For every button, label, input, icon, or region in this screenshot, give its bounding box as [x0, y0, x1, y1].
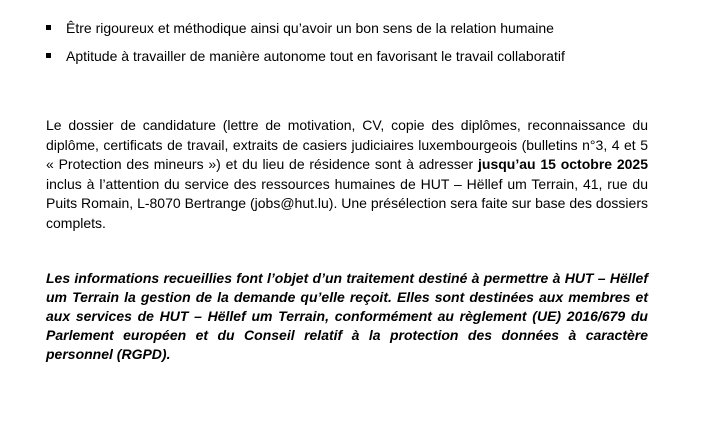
application-text-after: inclus à l’attention du service des ressources humaines de HUT – Hëllef um Terrain, 41, rue du Puits Romain, L-8070 Bertrange (jobs@hut.lu). Une présélection sera faite sur base des dossiers complets.	[46, 175, 648, 231]
list-item	[46, 17, 666, 39]
list-item	[46, 45, 666, 67]
requirements-list	[46, 17, 666, 73]
list-item-text: Aptitude à travailler de manière autonome tout en favorisant le travail collaboratif	[66, 48, 565, 64]
square-bullet-icon	[46, 25, 51, 30]
square-bullet-icon	[46, 53, 51, 58]
application-paragraph	[46, 116, 648, 233]
list-item-text: Être rigoureux et méthodique ainsi qu’avoir un bon sens de la relation humaine	[66, 20, 554, 36]
application-deadline: jusqu’au 15 octobre 2025	[478, 156, 648, 172]
privacy-notice: Les informations recueillies font l’objet d’un traitement destiné à permettre à HUT – Hëllef um Terrain la gestion de la demande qu’elle reçoit. Elles sont destinées aux membres et aux services de HUT – Hëllef um Terrain, conformément au règlement (UE) 2016/679 du Parlement européen et du Conseil relatif à la protection des données à caractère personnel (RGPD).	[46, 270, 648, 362]
application-text-before: Le dossier de candidature (lettre de motivation, CV, copie des diplômes, reconnaissance du diplôme, certificats de travail, extraits de casiers judiciaires luxembourgeois (bulletins n°3, 4 et 5 « Protection des mineurs ») et du lieu de résidence sont à adresser	[46, 117, 648, 172]
